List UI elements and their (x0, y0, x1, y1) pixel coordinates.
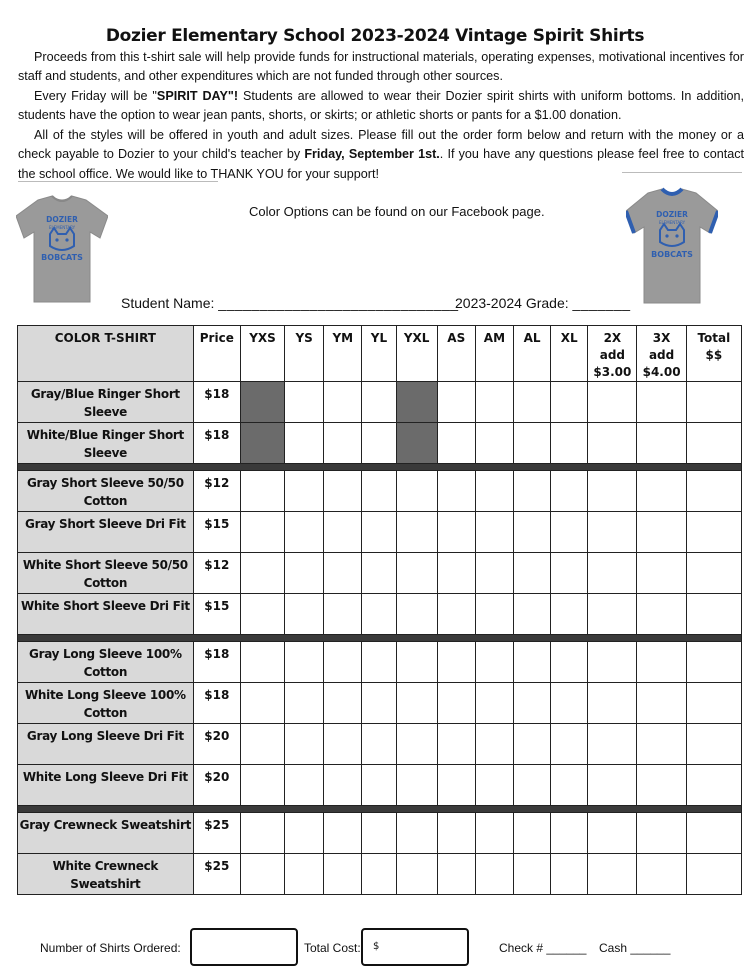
qty-cell-as[interactable] (437, 423, 475, 464)
header-2x (588, 326, 637, 382)
header-3x (637, 326, 686, 382)
qty-cell-yxl[interactable] (396, 854, 437, 895)
item-name: White Crewneck Sweatshirt (18, 854, 194, 895)
right-shirt-line1: DOZIER (656, 210, 688, 219)
right-shirt-line3: BOBCATS (651, 250, 693, 259)
qty-cell-ym[interactable] (324, 683, 362, 724)
qty-cell-2x[interactable] (588, 813, 637, 854)
qty-cell-total[interactable] (686, 423, 741, 464)
qty-cell-ys[interactable] (285, 423, 324, 464)
qty-cell-as[interactable] (437, 813, 475, 854)
qty-cell-yl[interactable] (362, 642, 396, 683)
qty-cell-yl[interactable] (362, 813, 396, 854)
qty-cell-ys[interactable] (285, 813, 324, 854)
qty-cell-2x[interactable] (588, 594, 637, 635)
header-ys: YS (285, 326, 324, 382)
qty-cell-am[interactable] (475, 594, 513, 635)
item-name: Gray Crewneck Sweatshirt (18, 813, 194, 854)
qty-cell-ym[interactable] (324, 471, 362, 512)
header-total (686, 326, 741, 382)
intro-p3-text-a: All of the styles will be offered in youth and adult sizes. Please fill out the order form below and return with the money or a check payable to Dozier to your child's teacher by (18, 128, 744, 162)
intro-paragraph-2 (18, 87, 744, 126)
qty-cell-total[interactable] (686, 813, 741, 854)
qty-cell-al[interactable] (514, 553, 551, 594)
qty-cell-yl[interactable] (362, 471, 396, 512)
qty-cell-am[interactable] (475, 642, 513, 683)
student-name-label: Student Name: (121, 295, 215, 311)
qty-cell-as[interactable] (437, 854, 475, 895)
item-name: Gray/Blue Ringer Short Sleeve (18, 382, 194, 423)
item-price: $25 (193, 813, 240, 854)
qty-cell-ys[interactable] (285, 683, 324, 724)
qty-cell-yxs[interactable] (240, 642, 284, 683)
intro-paragraph-3 (18, 126, 744, 184)
order-form-table (17, 325, 742, 895)
qty-cell-as[interactable] (437, 382, 475, 423)
page-title: Dozier Elementary School 2023-2024 Vintage Spirit Shirts (105, 26, 645, 46)
cash-label: Cash (599, 941, 628, 955)
qty-cell-2x[interactable] (588, 683, 637, 724)
qty-cell-am[interactable] (475, 765, 513, 806)
header-price: Price (193, 326, 240, 382)
qty-cell-al[interactable] (514, 594, 551, 635)
qty-cell-xl[interactable] (551, 512, 588, 553)
qty-cell-am[interactable] (475, 683, 513, 724)
qty-cell-3x[interactable] (637, 683, 686, 724)
qty-cell-2x[interactable] (588, 471, 637, 512)
section-separator-bar (18, 806, 742, 813)
qty-cell-total[interactable] (686, 471, 741, 512)
qty-cell-2x[interactable] (588, 854, 637, 895)
qty-cell-yxs[interactable] (240, 594, 284, 635)
qty-cell-total[interactable] (686, 642, 741, 683)
qty-cell-am[interactable] (475, 854, 513, 895)
check-blank[interactable]: ______ (546, 941, 587, 955)
qty-cell-as[interactable] (437, 642, 475, 683)
qty-cell-am[interactable] (475, 382, 513, 423)
qty-cell-xl[interactable] (551, 382, 588, 423)
qty-cell-total[interactable] (686, 724, 741, 765)
qty-cell-ym[interactable] (324, 642, 362, 683)
header-2x-label: 2X (603, 331, 622, 345)
intro-p1-text: Proceeds from this t-shirt sale will help provide funds for instructional materials, operating expenses, motivational incentives for staff and students, and other expenditures which are not funded through other sources. (18, 50, 744, 84)
unavailable-cell-yxl (396, 382, 437, 423)
qty-cell-as[interactable] (437, 594, 475, 635)
qty-cell-total[interactable] (686, 765, 741, 806)
item-name: Gray Long Sleeve Dri Fit (18, 724, 194, 765)
deadline-emphasis: Friday, September 1st. (304, 147, 440, 162)
qty-cell-2x[interactable] (588, 553, 637, 594)
qty-cell-2x[interactable] (588, 724, 637, 765)
qty-cell-as[interactable] (437, 512, 475, 553)
qty-cell-ys[interactable] (285, 553, 324, 594)
qty-cell-3x[interactable] (637, 594, 686, 635)
item-price: $18 (193, 683, 240, 724)
qty-cell-am[interactable] (475, 724, 513, 765)
qty-cell-al[interactable] (514, 642, 551, 683)
table-row (18, 683, 742, 724)
item-price: $15 (193, 512, 240, 553)
left-shirt-line2: ELEMENTARY (48, 225, 76, 230)
table-row (18, 765, 742, 806)
qty-cell-ys[interactable] (285, 642, 324, 683)
qty-cell-yl[interactable] (362, 683, 396, 724)
header-yl: YL (362, 326, 396, 382)
student-name-field[interactable] (121, 295, 459, 311)
qty-cell-am[interactable] (475, 471, 513, 512)
header-3x-add: add (648, 348, 675, 362)
qty-cell-ys[interactable] (285, 512, 324, 553)
table-row (18, 854, 742, 895)
qty-cell-xl[interactable] (551, 594, 588, 635)
unavailable-cell-yxs (240, 423, 284, 464)
qty-cell-xl[interactable] (551, 683, 588, 724)
qty-cell-ym[interactable] (324, 765, 362, 806)
qty-cell-2x[interactable] (588, 642, 637, 683)
qty-cell-al[interactable] (514, 423, 551, 464)
qty-cell-ym[interactable] (324, 553, 362, 594)
cash-field[interactable] (599, 941, 670, 955)
table-row (18, 512, 742, 553)
qty-cell-yxl[interactable] (396, 471, 437, 512)
qty-cell-xl[interactable] (551, 642, 588, 683)
qty-cell-as[interactable] (437, 724, 475, 765)
gray-tshirt-image (16, 194, 108, 306)
qty-cell-as[interactable] (437, 471, 475, 512)
header-color-tshirt: COLOR T-SHIRT (18, 326, 194, 382)
qty-cell-3x[interactable] (637, 642, 686, 683)
header-as: AS (437, 326, 475, 382)
qty-cell-2x[interactable] (588, 423, 637, 464)
qty-cell-am[interactable] (475, 553, 513, 594)
check-label: Check # (499, 941, 544, 955)
item-price: $20 (193, 765, 240, 806)
intro-p2-text-b: Students are allowed to wear their Dozier spirit shirts with uniform bottoms. In addition, students have the option to wear jean pants, shorts, or skirts; or athletic shorts or pants for a $1.00 donation. (18, 89, 744, 123)
shirts-ordered-input[interactable] (190, 928, 298, 966)
qty-cell-yl[interactable] (362, 854, 396, 895)
qty-cell-total[interactable] (686, 553, 741, 594)
qty-cell-ys[interactable] (285, 765, 324, 806)
total-cost-input[interactable] (361, 928, 469, 966)
section-separator (18, 635, 742, 642)
qty-cell-yxs[interactable] (240, 724, 284, 765)
qty-cell-xl[interactable] (551, 471, 588, 512)
item-name: Gray Short Sleeve 50/50 Cotton (18, 471, 194, 512)
item-name: Gray Short Sleeve Dri Fit (18, 512, 194, 553)
shirts-ordered-label: Number of Shirts Ordered: (40, 941, 181, 955)
qty-cell-yxl[interactable] (396, 642, 437, 683)
intro-p3-text-b: . If you have any questions please feel free to contact the school office. We would like to THANK YOU for your support! (18, 147, 744, 181)
qty-cell-yxs[interactable] (240, 512, 284, 553)
qty-cell-ym[interactable] (324, 724, 362, 765)
qty-cell-yxl[interactable] (396, 512, 437, 553)
qty-cell-xl[interactable] (551, 423, 588, 464)
qty-cell-yxl[interactable] (396, 765, 437, 806)
left-shirt-line3: BOBCATS (41, 253, 83, 262)
header-3x-label: 3X (652, 331, 671, 345)
table-row (18, 642, 742, 683)
qty-cell-yl[interactable] (362, 423, 396, 464)
item-name: White Short Sleeve Dri Fit (18, 594, 194, 635)
qty-cell-yxl[interactable] (396, 594, 437, 635)
item-price: $25 (193, 854, 240, 895)
item-price: $20 (193, 724, 240, 765)
qty-cell-3x[interactable] (637, 724, 686, 765)
qty-cell-2x[interactable] (588, 512, 637, 553)
dollar-sign: $ (373, 941, 380, 952)
table-row (18, 423, 742, 464)
qty-cell-yxs[interactable] (240, 854, 284, 895)
section-separator (18, 464, 742, 471)
qty-cell-xl[interactable] (551, 724, 588, 765)
qty-cell-2x[interactable] (588, 765, 637, 806)
item-price: $12 (193, 553, 240, 594)
table-row (18, 594, 742, 635)
item-price: $18 (193, 382, 240, 423)
qty-cell-3x[interactable] (637, 423, 686, 464)
qty-cell-ys[interactable] (285, 382, 324, 423)
header-total-label: Total (697, 331, 731, 345)
header-2x-price: $3.00 (593, 365, 632, 379)
qty-cell-al[interactable] (514, 813, 551, 854)
qty-cell-3x[interactable] (637, 813, 686, 854)
divider-left (18, 181, 218, 182)
qty-cell-ym[interactable] (324, 512, 362, 553)
qty-cell-as[interactable] (437, 553, 475, 594)
qty-cell-am[interactable] (475, 423, 513, 464)
qty-cell-yxl[interactable] (396, 813, 437, 854)
header-3x-price: $4.00 (642, 365, 681, 379)
qty-cell-total[interactable] (686, 382, 741, 423)
qty-cell-total[interactable] (686, 512, 741, 553)
table-row (18, 382, 742, 423)
qty-cell-ym[interactable] (324, 854, 362, 895)
item-name: White Long Sleeve Dri Fit (18, 765, 194, 806)
item-name: Gray Long Sleeve 100% Cotton (18, 642, 194, 683)
spirit-day-emphasis: SPIRIT DAY"! (156, 89, 239, 103)
ringer-tshirt-image (626, 180, 718, 314)
header-al: AL (514, 326, 551, 382)
qty-cell-3x[interactable] (637, 553, 686, 594)
order-table-body (18, 382, 742, 895)
item-price: $12 (193, 471, 240, 512)
qty-cell-3x[interactable] (637, 512, 686, 553)
qty-cell-3x[interactable] (637, 471, 686, 512)
qty-cell-ys[interactable] (285, 854, 324, 895)
qty-cell-ys[interactable] (285, 724, 324, 765)
intro-p2-text-a: Every Friday will be " (34, 89, 157, 103)
qty-cell-total[interactable] (686, 594, 741, 635)
qty-cell-yxs[interactable] (240, 683, 284, 724)
table-row (18, 553, 742, 594)
qty-cell-al[interactable] (514, 683, 551, 724)
unavailable-cell-yxs (240, 382, 284, 423)
qty-cell-yxs[interactable] (240, 813, 284, 854)
qty-cell-xl[interactable] (551, 813, 588, 854)
qty-cell-yxl[interactable] (396, 724, 437, 765)
left-shirt-line1: DOZIER (46, 215, 78, 224)
qty-cell-3x[interactable] (637, 854, 686, 895)
qty-cell-yl[interactable] (362, 382, 396, 423)
section-separator-bar (18, 635, 742, 642)
qty-cell-ym[interactable] (324, 813, 362, 854)
qty-cell-yxl[interactable] (396, 683, 437, 724)
qty-cell-al[interactable] (514, 854, 551, 895)
qty-cell-as[interactable] (437, 683, 475, 724)
qty-cell-yl[interactable] (362, 765, 396, 806)
item-name: White Long Sleeve 100% Cotton (18, 683, 194, 724)
qty-cell-xl[interactable] (551, 765, 588, 806)
qty-cell-2x[interactable] (588, 382, 637, 423)
header-yxl: YXL (396, 326, 437, 382)
item-name: White Short Sleeve 50/50 Cotton (18, 553, 194, 594)
qty-cell-yl[interactable] (362, 594, 396, 635)
qty-cell-3x[interactable] (637, 765, 686, 806)
qty-cell-ym[interactable] (324, 594, 362, 635)
item-price: $18 (193, 423, 240, 464)
section-separator (18, 806, 742, 813)
cash-blank[interactable]: ______ (630, 941, 671, 955)
total-cost-label: Total Cost: (304, 941, 361, 955)
qty-cell-xl[interactable] (551, 854, 588, 895)
qty-cell-total[interactable] (686, 854, 741, 895)
qty-cell-am[interactable] (475, 512, 513, 553)
qty-cell-yl[interactable] (362, 724, 396, 765)
qty-cell-yl[interactable] (362, 512, 396, 553)
qty-cell-total[interactable] (686, 683, 741, 724)
section-separator-bar (18, 464, 742, 471)
check-number-field[interactable] (499, 941, 586, 955)
qty-cell-am[interactable] (475, 813, 513, 854)
qty-cell-ym[interactable] (324, 382, 362, 423)
qty-cell-al[interactable] (514, 471, 551, 512)
qty-cell-ys[interactable] (285, 471, 324, 512)
qty-cell-al[interactable] (514, 382, 551, 423)
divider-right (622, 172, 742, 173)
qty-cell-al[interactable] (514, 512, 551, 553)
qty-cell-as[interactable] (437, 765, 475, 806)
item-price: $15 (193, 594, 240, 635)
item-name: White/Blue Ringer Short Sleeve (18, 423, 194, 464)
header-am: AM (475, 326, 513, 382)
table-row (18, 471, 742, 512)
header-xl: XL (551, 326, 588, 382)
grade-field[interactable] (455, 295, 631, 311)
qty-cell-yxl[interactable] (396, 553, 437, 594)
qty-cell-yxs[interactable] (240, 471, 284, 512)
qty-cell-al[interactable] (514, 724, 551, 765)
grade-label: 2023-2024 Grade: (455, 295, 569, 311)
color-options-note: Color Options can be found on our Facebook page. (249, 204, 545, 219)
qty-cell-yxs[interactable] (240, 553, 284, 594)
qty-cell-ym[interactable] (324, 423, 362, 464)
header-2x-add: add (599, 348, 626, 362)
qty-cell-xl[interactable] (551, 553, 588, 594)
qty-cell-yl[interactable] (362, 553, 396, 594)
qty-cell-3x[interactable] (637, 382, 686, 423)
student-name-blank[interactable]: _____________________________ (218, 295, 459, 311)
table-header-row (18, 326, 742, 382)
table-row (18, 813, 742, 854)
intro-paragraph-1 (18, 48, 744, 87)
qty-cell-ys[interactable] (285, 594, 324, 635)
table-row (18, 724, 742, 765)
unavailable-cell-yxl (396, 423, 437, 464)
grade-blank[interactable]: _______ (572, 295, 631, 311)
qty-cell-yxs[interactable] (240, 765, 284, 806)
header-yxs: YXS (240, 326, 284, 382)
qty-cell-al[interactable] (514, 765, 551, 806)
right-shirt-line2: ELEMENTARY (658, 220, 686, 225)
header-ym: YM (324, 326, 362, 382)
header-total-sub: $$ (705, 348, 723, 362)
item-price: $18 (193, 642, 240, 683)
